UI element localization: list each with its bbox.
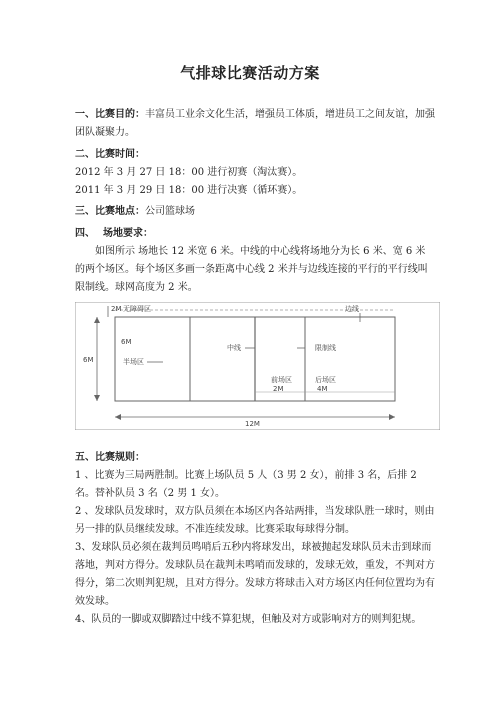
field-heading-number: 四、 — [75, 228, 95, 239]
section-purpose — [75, 106, 435, 142]
rule-4: 4、队员的一脚或双脚踏过中线不算犯规，但触及对方或影响对方的则判犯规。 — [75, 614, 422, 625]
field-heading-row — [75, 225, 435, 243]
label-sideline: 边线 — [345, 305, 359, 313]
court-diagram — [75, 302, 440, 430]
place-heading: 三、比赛地点： — [75, 206, 145, 217]
time-line-2: 2011 年 3 月 29 日 18：00 进行决赛（循环赛）。 — [75, 185, 303, 196]
section-rules — [75, 449, 435, 629]
label-2m-top: 2M — [111, 305, 122, 313]
label-centerline: 中线 — [227, 344, 241, 352]
label-free-zone: 无障碍区 — [123, 305, 151, 313]
label-limit-line: 限制线 — [315, 344, 336, 352]
page-title: 气排球比赛活动方案 — [180, 64, 320, 82]
rule-1: 1 、比赛为三局两胜制。比赛上场队员 5 人（3 男 2 女），前排 3 名，后排 2 名。替补队员 3 名（2 男 1 女）。 — [75, 470, 417, 499]
place-text: 公司篮球场 — [145, 206, 195, 217]
diagram-frame — [75, 302, 440, 430]
time-heading: 二、比赛时间： — [75, 149, 145, 160]
label-back-zone: 后场区 — [315, 376, 336, 384]
label-12m: 12M — [245, 420, 260, 428]
label-half-court: 半场区 — [123, 358, 144, 366]
rule-3: 3、发球队员必须在裁判员鸣哨后五秒内将球发出，球被抛起发球队员未击到球而落地，判对方得分。发球队员在裁判未鸣哨而发球的，发球无效，重发，不判对方得分，第二次则判犯规，且对方得分。发球方将球击入对方场区内任何位置均为有效发球。 — [75, 542, 435, 607]
label-front-2m: 2M — [273, 385, 284, 393]
purpose-text: 丰富员工业余文化生活，增强员工体质，增进员工之间友谊，加强团队凝聚力。 — [75, 109, 435, 138]
section-time — [75, 146, 435, 200]
field-heading: 场地要求： — [103, 228, 153, 239]
purpose-heading: 一、比赛目的： — [75, 109, 145, 120]
label-6m-inner: 6M — [121, 338, 132, 346]
section-place — [75, 203, 435, 221]
section-field — [75, 225, 435, 297]
label-6m-left: 6M — [83, 356, 94, 364]
rule-2: 2 、发球队员发球时，双方队员须在本场区内各站两排，当发球队胜一球时，则由另一排的队员继续发球。不准连续发球。比赛采取每球得分制。 — [75, 506, 435, 535]
label-front-zone: 前场区 — [271, 376, 292, 384]
time-line-1: 2012 年 3 月 27 日 18：00 进行初赛（淘汰赛）。 — [75, 167, 303, 178]
rules-heading: 五、比赛规则： — [75, 452, 145, 463]
field-text: 如图所示 场地长 12 米宽 6 米。中线的中心线将场地分为长 6 米、宽 6 米的两个场区。每个场区多画一条距离中心线 2 米并与边线连接的平行的平行线叫限制线。球网高度为 2 米。 — [75, 246, 428, 293]
label-back-4m: 4M — [317, 385, 328, 393]
